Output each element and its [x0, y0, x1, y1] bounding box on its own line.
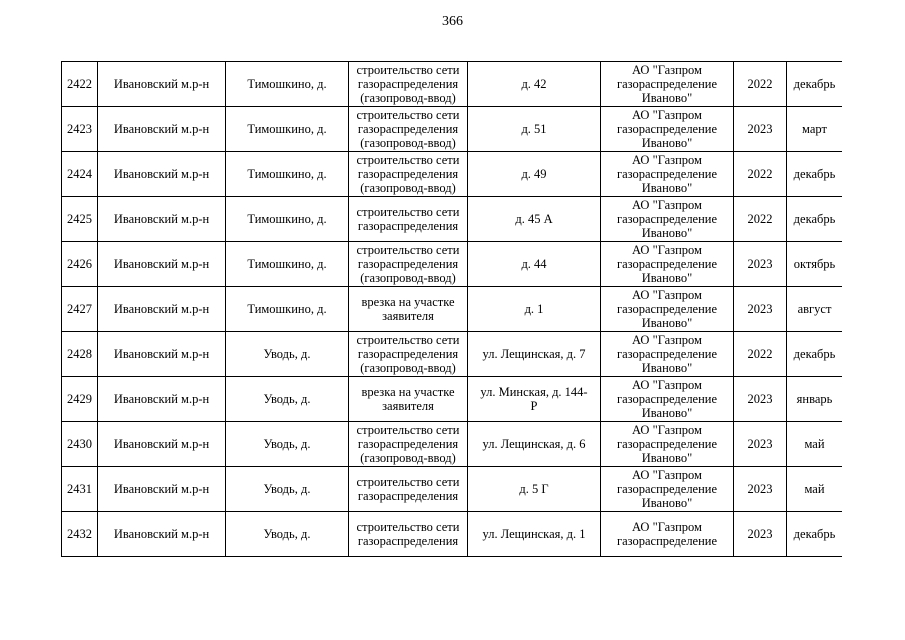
work-type-cell: строительство сети газораспределения (газопровод-ввод)	[349, 152, 468, 197]
table-row	[62, 467, 843, 512]
address-cell: д. 49	[468, 152, 601, 197]
work-type-cell: строительство сети газораспределения (газопровод-ввод)	[349, 242, 468, 287]
row-number-cell: 2427	[62, 287, 98, 332]
work-type-cell: строительство сети газораспределения	[349, 512, 468, 557]
district-cell: Ивановский м.р-н	[98, 467, 226, 512]
row-number-cell: 2429	[62, 377, 98, 422]
locality-cell: Тимошкино, д.	[226, 197, 349, 242]
district-cell: Ивановский м.р-н	[98, 332, 226, 377]
row-number-cell: 2422	[62, 62, 98, 107]
locality-cell: Уводь, д.	[226, 467, 349, 512]
table-row	[62, 197, 843, 242]
district-cell: Ивановский м.р-н	[98, 377, 226, 422]
work-type-cell: строительство сети газораспределения	[349, 197, 468, 242]
work-type-cell: врезка на участке заявителя	[349, 377, 468, 422]
locality-cell: Тимошкино, д.	[226, 242, 349, 287]
organization-cell: АО "Газпром газораспределение Иваново"	[601, 242, 734, 287]
address-cell: ул. Минская, д. 144- Р	[468, 377, 601, 422]
table-row	[62, 152, 843, 197]
address-cell: д. 44	[468, 242, 601, 287]
table-row	[62, 107, 843, 152]
year-cell: 2023	[734, 377, 787, 422]
table-row	[62, 332, 843, 377]
row-number-cell: 2426	[62, 242, 98, 287]
month-cell: март	[787, 107, 843, 152]
row-number-cell: 2432	[62, 512, 98, 557]
row-number-cell: 2423	[62, 107, 98, 152]
table-row	[62, 377, 843, 422]
work-type-cell: строительство сети газораспределения (газопровод-ввод)	[349, 62, 468, 107]
organization-cell: АО "Газпром газораспределение Иваново"	[601, 377, 734, 422]
locality-cell: Уводь, д.	[226, 512, 349, 557]
row-number-cell: 2424	[62, 152, 98, 197]
organization-cell: АО "Газпром газораспределение Иваново"	[601, 287, 734, 332]
locality-cell: Уводь, д.	[226, 377, 349, 422]
table-row	[62, 242, 843, 287]
table-body	[62, 62, 843, 557]
row-number-cell: 2430	[62, 422, 98, 467]
address-cell: д. 5 Г	[468, 467, 601, 512]
locality-cell: Тимошкино, д.	[226, 62, 349, 107]
table-row	[62, 512, 843, 557]
month-cell: декабрь	[787, 62, 843, 107]
organization-cell: АО "Газпром газораспределение Иваново"	[601, 422, 734, 467]
address-cell: ул. Лещинская, д. 1	[468, 512, 601, 557]
district-cell: Ивановский м.р-н	[98, 152, 226, 197]
table-container	[61, 61, 842, 557]
address-cell: д. 45 А	[468, 197, 601, 242]
year-cell: 2023	[734, 287, 787, 332]
organization-cell: АО "Газпром газораспределение Иваново"	[601, 62, 734, 107]
address-cell: д. 42	[468, 62, 601, 107]
year-cell: 2022	[734, 152, 787, 197]
month-cell: декабрь	[787, 332, 843, 377]
row-number-cell: 2431	[62, 467, 98, 512]
month-cell: декабрь	[787, 512, 843, 557]
year-cell: 2023	[734, 242, 787, 287]
organization-cell: АО "Газпром газораспределение Иваново"	[601, 197, 734, 242]
organization-cell: АО "Газпром газораспределение Иваново"	[601, 467, 734, 512]
district-cell: Ивановский м.р-н	[98, 422, 226, 467]
data-table	[61, 61, 842, 557]
work-type-cell: врезка на участке заявителя	[349, 287, 468, 332]
locality-cell: Тимошкино, д.	[226, 287, 349, 332]
month-cell: декабрь	[787, 152, 843, 197]
district-cell: Ивановский м.р-н	[98, 512, 226, 557]
locality-cell: Тимошкино, д.	[226, 107, 349, 152]
district-cell: Ивановский м.р-н	[98, 287, 226, 332]
month-cell: октябрь	[787, 242, 843, 287]
month-cell: декабрь	[787, 197, 843, 242]
organization-cell: АО "Газпром газораспределение Иваново"	[601, 332, 734, 377]
district-cell: Ивановский м.р-н	[98, 62, 226, 107]
district-cell: Ивановский м.р-н	[98, 242, 226, 287]
page-number: 366	[442, 14, 463, 29]
month-cell: август	[787, 287, 843, 332]
year-cell: 2022	[734, 197, 787, 242]
address-cell: ул. Лещинская, д. 7	[468, 332, 601, 377]
organization-cell: АО "Газпром газораспределение Иваново"	[601, 152, 734, 197]
work-type-cell: строительство сети газораспределения (газопровод-ввод)	[349, 422, 468, 467]
locality-cell: Уводь, д.	[226, 422, 349, 467]
row-number-cell: 2425	[62, 197, 98, 242]
month-cell: май	[787, 467, 843, 512]
address-cell: д. 1	[468, 287, 601, 332]
row-number-cell: 2428	[62, 332, 98, 377]
district-cell: Ивановский м.р-н	[98, 197, 226, 242]
locality-cell: Тимошкино, д.	[226, 152, 349, 197]
year-cell: 2023	[734, 107, 787, 152]
table-row	[62, 287, 843, 332]
year-cell: 2023	[734, 422, 787, 467]
work-type-cell: строительство сети газораспределения (газопровод-ввод)	[349, 107, 468, 152]
address-cell: д. 51	[468, 107, 601, 152]
year-cell: 2022	[734, 62, 787, 107]
year-cell: 2023	[734, 467, 787, 512]
district-cell: Ивановский м.р-н	[98, 107, 226, 152]
year-cell: 2022	[734, 332, 787, 377]
organization-cell: АО "Газпром газораспределение	[601, 512, 734, 557]
organization-cell: АО "Газпром газораспределение Иваново"	[601, 107, 734, 152]
locality-cell: Уводь, д.	[226, 332, 349, 377]
table-row	[62, 422, 843, 467]
work-type-cell: строительство сети газораспределения (газопровод-ввод)	[349, 332, 468, 377]
year-cell: 2023	[734, 512, 787, 557]
address-cell: ул. Лещинская, д. 6	[468, 422, 601, 467]
month-cell: май	[787, 422, 843, 467]
month-cell: январь	[787, 377, 843, 422]
work-type-cell: строительство сети газораспределения	[349, 467, 468, 512]
table-row	[62, 62, 843, 107]
